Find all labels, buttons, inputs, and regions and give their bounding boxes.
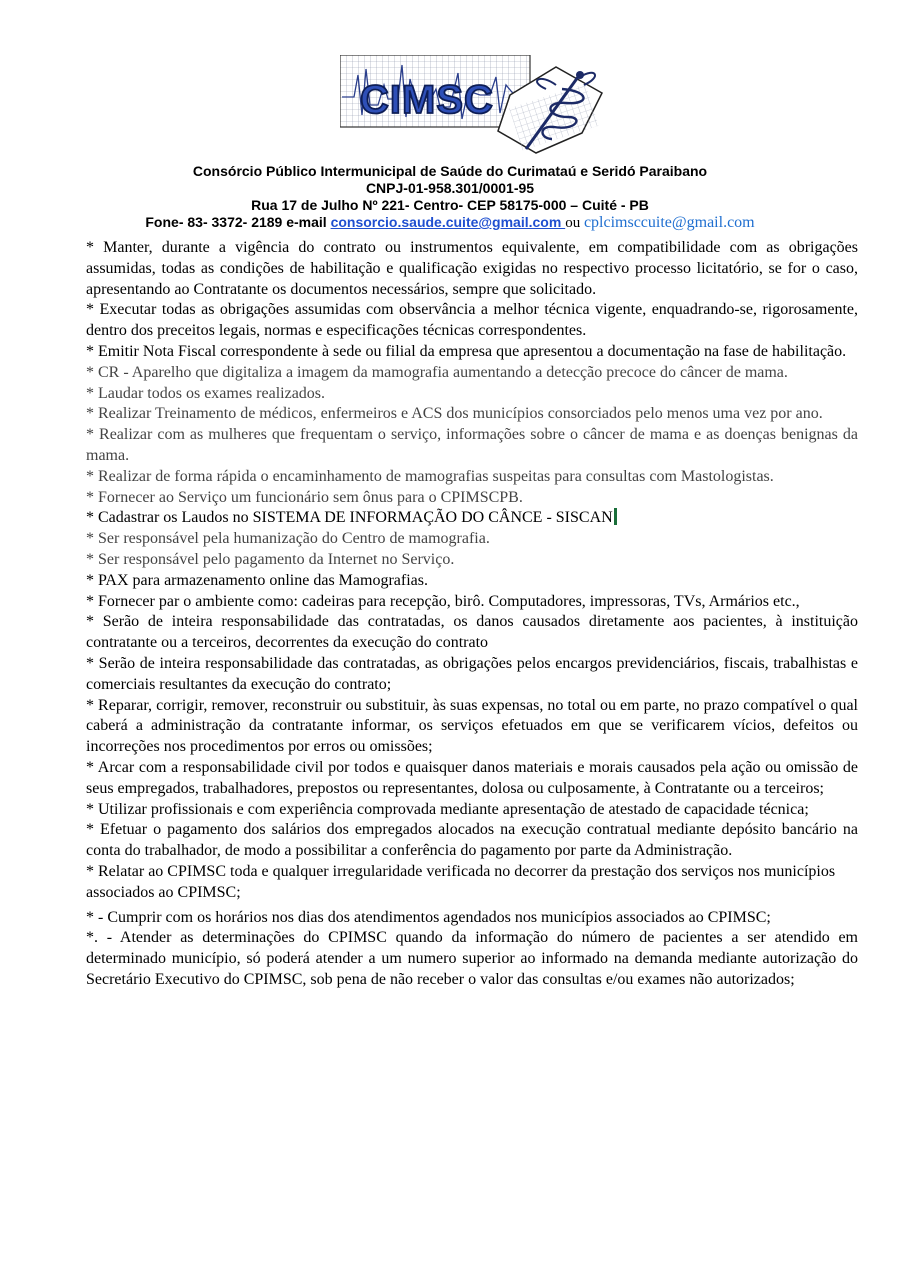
clause-item: * Executar todas as obrigações assumidas com observância a melhor técnica vigente, enquadrando-se, rigorosamente, dentro dos preceitos legais, normas e especificações técnicas correspondentes. xyxy=(86,301,858,340)
phone-label: Fone- 83- 3372- 2189 e-mail xyxy=(145,214,331,230)
clause-item: * Fornecer ao Serviço um funcionário sem ônus para o CPIMSCPB. xyxy=(86,488,523,506)
clause-item: * - Cumprir com os horários nos dias dos atendimentos agendados nos municípios associados ao CPIMSC; xyxy=(86,908,771,926)
clause-item: * Ser responsável pela humanização do Centro de mamografia. xyxy=(86,530,490,548)
address: Rua 17 de Julho Nº 221- Centro- CEP 58175-000 – Cuité - PB xyxy=(251,197,649,213)
clause-item: * Efetuar o pagamento dos salários dos empregados alocados na execução contratual mediante depósito bancário na conta do trabalhador, de modo a possibilitar a conferência do pagamento por parte da Administração. xyxy=(86,821,858,860)
clause-item: * Laudar todos os exames realizados. xyxy=(86,384,326,402)
logo-wordmark xyxy=(360,78,494,122)
clause-item: * Manter, durante a vigência do contrato ou instrumentos equivalente, em compatibilidade com as obrigações assumidas, todas as condições de habilitação e qualificação exigidas no respectivo processo licitatório, se for o caso, apresentando ao Contratante os documentos necessários, sempre que solicitado. xyxy=(86,239,858,298)
contact-line xyxy=(60,214,840,232)
cimsc-logo xyxy=(340,55,608,161)
clause-item: * CR - Aparelho que digitaliza a imagem da mamografia aumentando a detecção precoce do câncer de mama. xyxy=(86,363,788,381)
email-link-primary[interactable]: consorcio.saude.cuite@gmail.com xyxy=(330,214,566,230)
letterhead xyxy=(60,163,840,232)
clause-item: * PAX para armazenamento online das Mamografias. xyxy=(86,571,428,589)
clause-item: * Emitir Nota Fiscal correspondente à sede ou filial da empresa que apresentou a documentação na fase de habilitação. xyxy=(86,342,847,360)
clause-item: * Realizar Treinamento de médicos, enfermeiros e ACS dos municípios consorciados pelo menos uma vez por ano. xyxy=(86,405,823,423)
svg-text:CIMSC: CIMSC xyxy=(360,78,494,122)
clause-item: * Arcar com a responsabilidade civil por todos e quaisquer danos materiais e morais causados pela ação ou omissão de seus empregados, trabalhadores, prepostos ou representantes, dolosa ou culposamente, à Contratante ou a terceiros; xyxy=(86,758,858,797)
clause-item: * Reparar, corrigir, remover, reconstruir ou substituir, às suas expensas, no total ou em parte, no prazo compatível o qual caberá a administração da contratante informar, os serviços efetuados em que se verificarem vícios, defeitos ou incorreções nos procedimentos por erros ou omissões; xyxy=(86,696,858,756)
clause-item: * Utilizar profissionais e com experiência comprovada mediante apresentação de atestado de capacidade técnica; xyxy=(86,800,809,818)
clause-list xyxy=(86,238,858,991)
email-link-secondary[interactable]: cplcimsccuite@gmail.com xyxy=(583,214,755,231)
clause-text: * Cadastrar os Laudos no SISTEMA DE INFORMAÇÃO DO CÂNCE - SISCAN xyxy=(86,509,613,527)
clause-item: * Realizar de forma rápida o encaminhamento de mamografias suspeitas para consultas com Mastologistas. xyxy=(86,467,774,485)
organization-name: Consórcio Público Intermunicipal de Saúde do Curimataú e Seridó Paraibano xyxy=(192,163,708,179)
clause-item: * Relatar ao CPIMSC toda e qualquer irregularidade verificada no decorrer da prestação dos serviços nos municípios associados ao CPIMSC; xyxy=(86,862,836,901)
cnpj: CNPJ-01-958.301/0001-95 xyxy=(365,180,535,196)
clause-item-siscan xyxy=(86,508,858,529)
clause-item: * Serão de inteira responsabilidade das contratadas, os danos causados diretamente aos pacientes, à instituição contratante ou a terceiros, decorrentes da execução do contrato xyxy=(86,613,858,652)
clause-item: * Serão de inteira responsabilidade das contratadas, as obrigações pelos encargos previdenciários, fiscais, trabalhistas e comerciais resultantes da execução do contrato; xyxy=(86,654,858,693)
or-text: ou xyxy=(565,215,584,231)
clause-item: * Ser responsável pelo pagamento da Internet no Serviço. xyxy=(86,550,455,568)
clause-item: *. - Atender as determinações do CPIMSC quando da informação do número de pacientes a ser atendido em determinado município, só poderá atender a um numero superior ao informado na demanda mediante autorização do Secretário Executivo do CPIMSC, sob pena de não receber o valor das consultas e/ou exames não autorizados; xyxy=(86,929,858,988)
clause-item: * Realizar com as mulheres que frequentam o serviço, informações sobre o câncer de mama e as doenças benignas da mama. xyxy=(86,426,858,464)
text-cursor xyxy=(614,508,617,525)
clause-item: * Fornecer par o ambiente como: cadeiras para recepção, birô. Computadores, impressoras, TVs, Armários etc., xyxy=(86,592,800,610)
